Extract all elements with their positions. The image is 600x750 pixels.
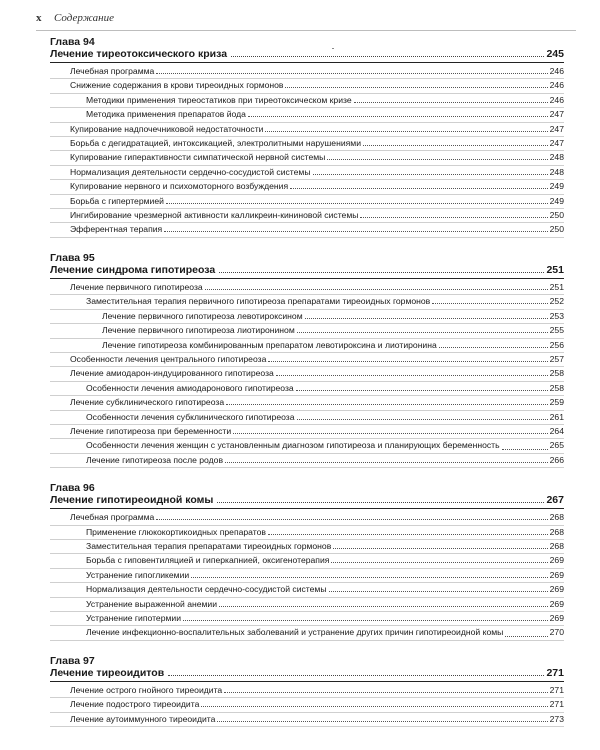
entry-title: Заместительная терапия первичного гипотиреоза препаратами тиреоидных гормонов — [86, 296, 431, 307]
leader-dots — [439, 347, 548, 348]
entry-page: 271 — [549, 699, 564, 710]
entry-page: 259 — [549, 397, 564, 408]
entry-title: Лечение субклинического гипотиреоза — [70, 397, 225, 408]
table-of-contents — [50, 36, 564, 741]
leader-dots — [164, 231, 547, 232]
leader-dots — [168, 675, 544, 676]
toc-entry[interactable] — [50, 411, 564, 425]
entry-title: Лечебная программа — [70, 66, 155, 76]
entry-page: 248 — [549, 152, 564, 163]
toc-entry[interactable] — [50, 281, 564, 295]
entry-page: 257 — [549, 353, 564, 364]
leader-dots — [219, 606, 548, 607]
toc-entry[interactable] — [50, 223, 564, 237]
entry-page: 251 — [549, 281, 564, 292]
toc-entry[interactable] — [50, 454, 564, 468]
leader-dots — [331, 562, 547, 563]
entry-title: Борьба с гиповентиляцией и гиперкапнией, оксигенотерапия — [86, 555, 330, 566]
chapter-title: Лечение гипотиреоидной комы — [50, 494, 214, 507]
entry-page: 247 — [549, 138, 564, 149]
leader-dots — [363, 145, 548, 146]
chapter-block — [50, 482, 564, 641]
entry-page: 268 — [549, 512, 564, 523]
chapter-block — [50, 655, 564, 727]
chapter-title-row[interactable] — [50, 264, 564, 279]
entry-page: 258 — [549, 382, 564, 393]
entry-title: Особенности лечения амиодаронового гипотиреоза — [86, 382, 294, 393]
toc-entry[interactable] — [50, 684, 564, 698]
toc-entry[interactable] — [50, 382, 564, 396]
entry-page: 266 — [549, 454, 564, 465]
toc-entry[interactable] — [50, 166, 564, 180]
toc-entry[interactable] — [50, 108, 564, 122]
entry-title: Купирование нервного и психомоторного возбуждения — [70, 181, 289, 192]
page-number: x — [36, 12, 42, 24]
chapter-number: Глава 96 — [50, 482, 95, 495]
chapter-page: 245 — [546, 48, 564, 60]
leader-dots — [268, 361, 547, 362]
entry-page: 269 — [549, 598, 564, 609]
toc-entry[interactable] — [50, 425, 564, 439]
leader-dots — [224, 692, 547, 693]
leader-dots — [296, 390, 548, 391]
entry-page: 269 — [549, 613, 564, 623]
entry-page: 269 — [549, 569, 564, 580]
entry-title: Нормализация деятельности сердечно-сосудистой системы — [70, 166, 311, 177]
entry-title: Купирование надпочечниковой недостаточности — [70, 123, 264, 134]
toc-entry[interactable] — [50, 626, 564, 640]
leader-dots — [201, 706, 547, 707]
entry-title: Методика применения препаратов йода — [86, 109, 246, 120]
entry-page: 250 — [549, 210, 564, 221]
toc-entry[interactable] — [50, 583, 564, 597]
entry-page: 248 — [549, 166, 564, 177]
leader-dots — [505, 636, 547, 637]
entry-page: 264 — [549, 425, 564, 436]
chapter-block — [50, 252, 564, 468]
leader-dots — [225, 462, 548, 463]
entry-page: 273 — [549, 713, 564, 724]
toc-entry[interactable] — [50, 137, 564, 151]
entry-title: Лечение амиодарон-индуцированного гипотиреоза — [70, 368, 274, 379]
toc-entry[interactable] — [50, 598, 564, 612]
leader-dots — [305, 318, 548, 319]
leader-dots — [248, 116, 548, 117]
entry-title: Лечение гипотиреоза при беременности — [70, 425, 232, 436]
chapter-number: Глава 94 — [50, 36, 95, 48]
toc-entry[interactable] — [50, 396, 564, 410]
entry-page: 271 — [549, 684, 564, 695]
entry-title: Лечение первичного гипотиреоза — [70, 281, 203, 292]
leader-dots — [329, 591, 548, 592]
entry-page: 258 — [549, 368, 564, 379]
leader-dots — [231, 56, 544, 57]
entry-title: Лечение острого гнойного тиреоидита — [70, 684, 223, 695]
entry-page: 246 — [549, 80, 564, 91]
toc-entry[interactable] — [50, 94, 564, 108]
toc-entry[interactable] — [50, 209, 564, 223]
entry-title: Методики применения тиреостатиков при тиреотоксическом кризе — [86, 94, 352, 105]
leader-dots — [502, 449, 548, 450]
chapter-title: Лечение тиреотоксического криза — [50, 48, 228, 60]
leader-dots — [432, 303, 547, 304]
leader-dots — [333, 548, 547, 549]
toc-entry[interactable] — [50, 195, 564, 209]
leader-dots — [297, 419, 548, 420]
entry-page: 268 — [549, 526, 564, 537]
chapter-title: Лечение синдрома гипотиреоза — [50, 263, 216, 276]
leader-dots — [166, 203, 548, 204]
leader-dots — [183, 620, 548, 621]
chapter-number: Глава 95 — [50, 251, 95, 264]
entry-page: 255 — [549, 325, 564, 336]
chapter-page: 267 — [546, 494, 564, 507]
toc-entry[interactable] — [50, 367, 564, 381]
entry-title: Снижение содержания в крови тиреоидных гормонов — [70, 80, 284, 91]
leader-dots — [276, 375, 548, 376]
entry-title: Нормализация деятельности сердечно-сосудистой системы — [86, 584, 327, 595]
entry-title: Лечебная программа — [70, 512, 155, 523]
entry-title: Устранение выраженной анемии — [86, 598, 218, 609]
entry-title: Лечение подострого тиреоидита — [70, 699, 200, 710]
toc-entry[interactable] — [50, 713, 564, 727]
toc-entry[interactable] — [50, 526, 564, 540]
chapter-title: Лечение тиреоидитов — [50, 666, 165, 679]
entry-title: Лечение инфекционно-воспалительных заболеваний и устранение других причин гипотиреоидной комы — [86, 627, 504, 638]
toc-entry[interactable] — [50, 698, 564, 712]
entry-page: 249 — [549, 181, 564, 192]
toc-entry[interactable] — [50, 295, 564, 309]
toc-entry[interactable] — [50, 353, 564, 367]
toc-entry[interactable] — [50, 540, 564, 554]
leader-dots — [226, 404, 548, 405]
entry-title: Ингибирование чрезмерной активности калликреин-кининовой системы — [70, 210, 359, 221]
entry-page: 256 — [549, 339, 564, 350]
entry-title: Особенности лечения женщин с установленным диагнозом гипотиреоза и планирующих беременность — [86, 440, 500, 451]
toc-entry[interactable] — [50, 569, 564, 583]
entry-title: Устранение гипогликемии — [86, 569, 190, 580]
entry-page: 247 — [549, 123, 564, 134]
entry-title: Лечение аутоиммунного тиреоидита — [70, 713, 216, 724]
leader-dots — [313, 174, 548, 175]
toc-entry[interactable] — [50, 439, 564, 453]
entry-title: Особенности лечения субклинического гипотиреоза — [86, 411, 295, 422]
toc-entry[interactable] — [50, 554, 564, 568]
leader-dots — [354, 102, 548, 103]
toc-entry[interactable] — [50, 511, 564, 525]
entry-page: 269 — [549, 555, 564, 566]
running-title: Содержание — [54, 12, 115, 24]
running-header — [36, 8, 576, 31]
entry-title: Борьба с гипертермией — [70, 195, 164, 206]
leader-dots — [297, 332, 548, 333]
leader-dots — [290, 188, 548, 189]
entry-page: 246 — [549, 66, 564, 76]
toc-entry[interactable] — [50, 339, 564, 353]
entry-title: Лечение первичного гипотиреоза лиотиронином — [102, 325, 295, 336]
entry-title: Борьба с дегидратацией, интоксикацией, электролитными нарушениями — [70, 138, 361, 149]
entry-title: Лечение гипотиреоза после родов — [86, 454, 224, 465]
entry-page: 270 — [549, 627, 564, 638]
chapter-page: 271 — [546, 666, 564, 679]
chapter-title-row[interactable] — [50, 494, 564, 509]
entry-page: 265 — [549, 440, 564, 451]
leader-dots — [217, 721, 547, 722]
entry-title: Заместительная терапия препаратами тиреоидных гормонов — [86, 540, 332, 551]
toc-entry[interactable] — [50, 123, 564, 137]
toc-entry[interactable] — [50, 151, 564, 165]
toc-entry[interactable] — [50, 324, 564, 338]
leader-dots — [205, 289, 548, 290]
toc-entry[interactable] — [50, 79, 564, 93]
chapter-block — [50, 36, 564, 238]
leader-dots — [191, 577, 547, 578]
leader-dots — [360, 217, 547, 218]
entry-page: 249 — [549, 195, 564, 206]
entry-page: 247 — [549, 109, 564, 120]
entry-page: 246 — [549, 94, 564, 105]
toc-entry[interactable] — [50, 65, 564, 79]
leader-dots — [156, 73, 547, 74]
entry-title: Применение глюкокортикоидных препаратов — [86, 526, 266, 537]
entry-page: 250 — [549, 224, 564, 235]
leader-dots — [268, 534, 548, 535]
leader-dots — [327, 159, 547, 160]
chapter-number: Глава 97 — [50, 654, 95, 667]
entry-title: Эфферентная терапия — [70, 224, 163, 235]
entry-page: 252 — [549, 296, 564, 307]
entry-title: Лечение гипотиреоза комбинированным препаратом левотироксина и лиотиронина — [102, 339, 437, 350]
entry-title: Устранение гипотермии — [86, 613, 182, 623]
entry-title: Купирование гиперактивности симпатической нервной системы — [70, 152, 326, 163]
leader-dots — [219, 272, 544, 273]
leader-dots — [217, 502, 544, 503]
leader-dots — [265, 131, 547, 132]
leader-dots — [156, 519, 547, 520]
entry-title: Особенности лечения центрального гипотиреоза — [70, 353, 267, 364]
entry-page: 253 — [549, 310, 564, 321]
chapter-page: 251 — [546, 263, 564, 276]
toc-entry[interactable] — [50, 180, 564, 194]
leader-dots — [233, 433, 548, 434]
entry-page: 269 — [549, 584, 564, 595]
chapter-title-row[interactable] — [50, 48, 564, 63]
entry-page: 268 — [549, 540, 564, 551]
leader-dots — [285, 87, 547, 88]
toc-entry[interactable] — [50, 612, 564, 626]
chapter-title-row[interactable] — [50, 667, 564, 682]
toc-entry[interactable] — [50, 310, 564, 324]
entry-title: Лечение первичного гипотиреоза левотироксином — [102, 310, 303, 321]
entry-page: 261 — [549, 411, 564, 422]
